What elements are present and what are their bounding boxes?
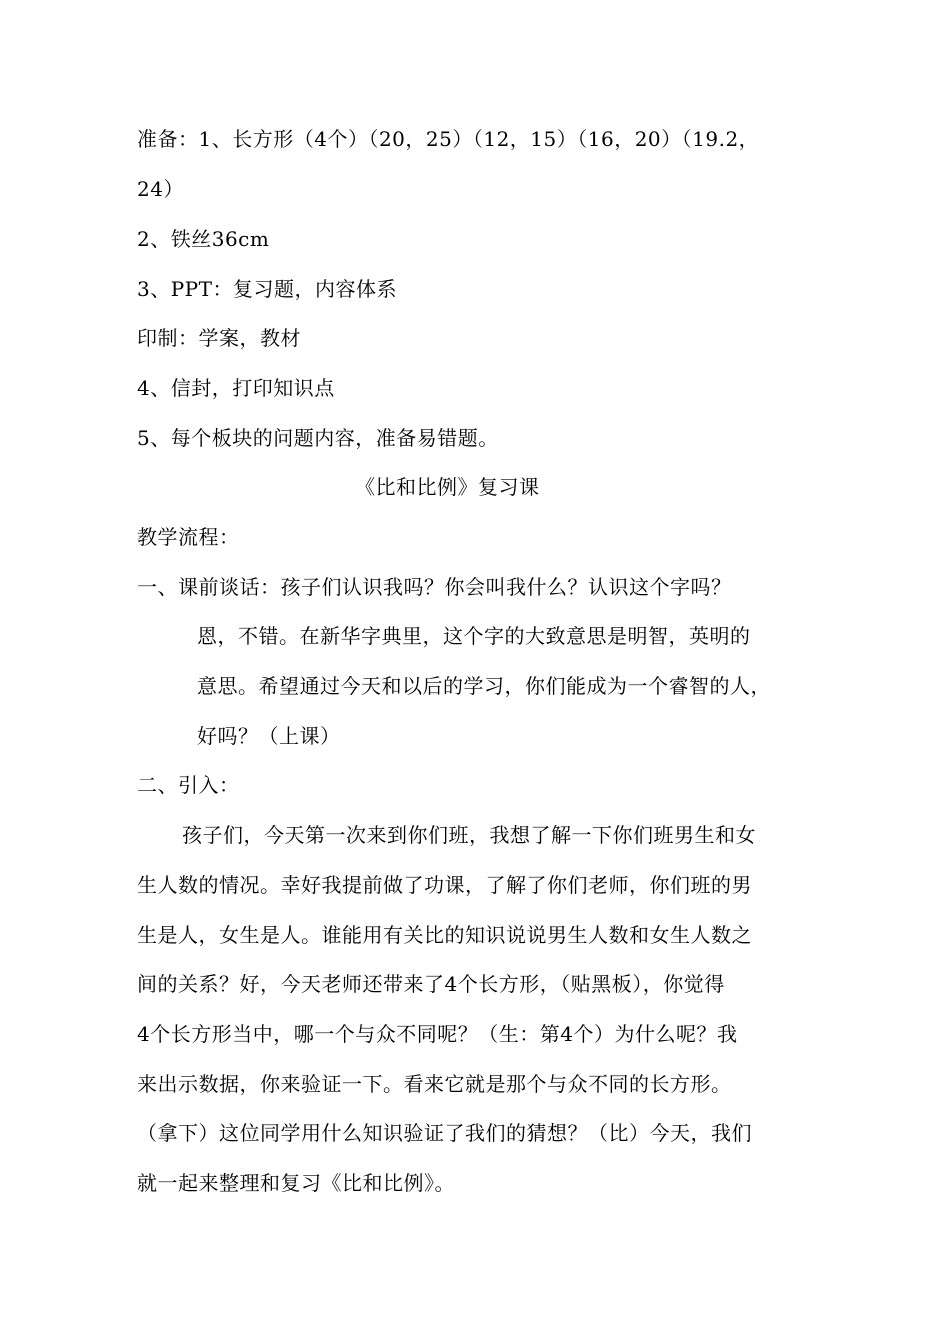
section2-line-8: 就一起来整理和复习《比和比例》。 xyxy=(137,1171,455,1195)
flow-label: 教学流程： xyxy=(137,525,240,549)
section1-line-1: 恩，不错。在新华字典里，这个字的大致意思是明智，英明的 xyxy=(197,624,751,648)
prep-item-3: 3、PPT：复习题，内容体系 xyxy=(137,277,397,301)
prep-item-5: 5、每个板块的问题内容，准备易错题。 xyxy=(137,426,499,450)
prep-line-1-continued: 24） xyxy=(137,177,184,201)
section2-line-5: 4个长方形当中，哪一个与众不同呢？（生：第4个）为什么呢？我 xyxy=(137,1022,738,1046)
prep-item-2: 2、铁丝36cm xyxy=(137,227,270,251)
prep-line-1: 准备：1、长方形（4个）（20，25）（12，15）（16，20）（19.2， xyxy=(137,127,760,151)
prep-print: 印制：学案，教材 xyxy=(137,326,301,350)
section1-line-2: 意思。希望通过今天和以后的学习，你们能成为一个睿智的人， xyxy=(197,674,771,698)
section2-line-2: 生人数的情况。幸好我提前做了功课，了解了你们老师，你们班的男 xyxy=(137,873,752,897)
section2-line-7: （拿下）这位同学用什么知识验证了我们的猜想？（比）今天，我们 xyxy=(137,1121,752,1145)
prep-item-4: 4、信封，打印知识点 xyxy=(137,376,335,400)
section1-heading: 一、课前谈话：孩子们认识我吗？你会叫我什么？认识这个字吗？ xyxy=(137,575,732,599)
lesson-title: 《比和比例》复习课 xyxy=(355,475,540,499)
section2-line-3: 生是人，女生是人。谁能用有关比的知识说说男生人数和女生人数之 xyxy=(137,923,752,947)
section2-line-1: 孩子们，今天第一次来到你们班，我想了解一下你们班男生和女 xyxy=(182,823,756,847)
section2-heading: 二、引入： xyxy=(137,773,240,797)
section2-line-4: 间的关系？好，今天老师还带来了4个长方形，（贴黑板），你觉得 xyxy=(137,972,725,996)
section1-line-3: 好吗？（上课） xyxy=(197,724,341,748)
section2-line-6: 来出示数据，你来验证一下。看来它就是那个与众不同的长方形。 xyxy=(137,1072,732,1096)
